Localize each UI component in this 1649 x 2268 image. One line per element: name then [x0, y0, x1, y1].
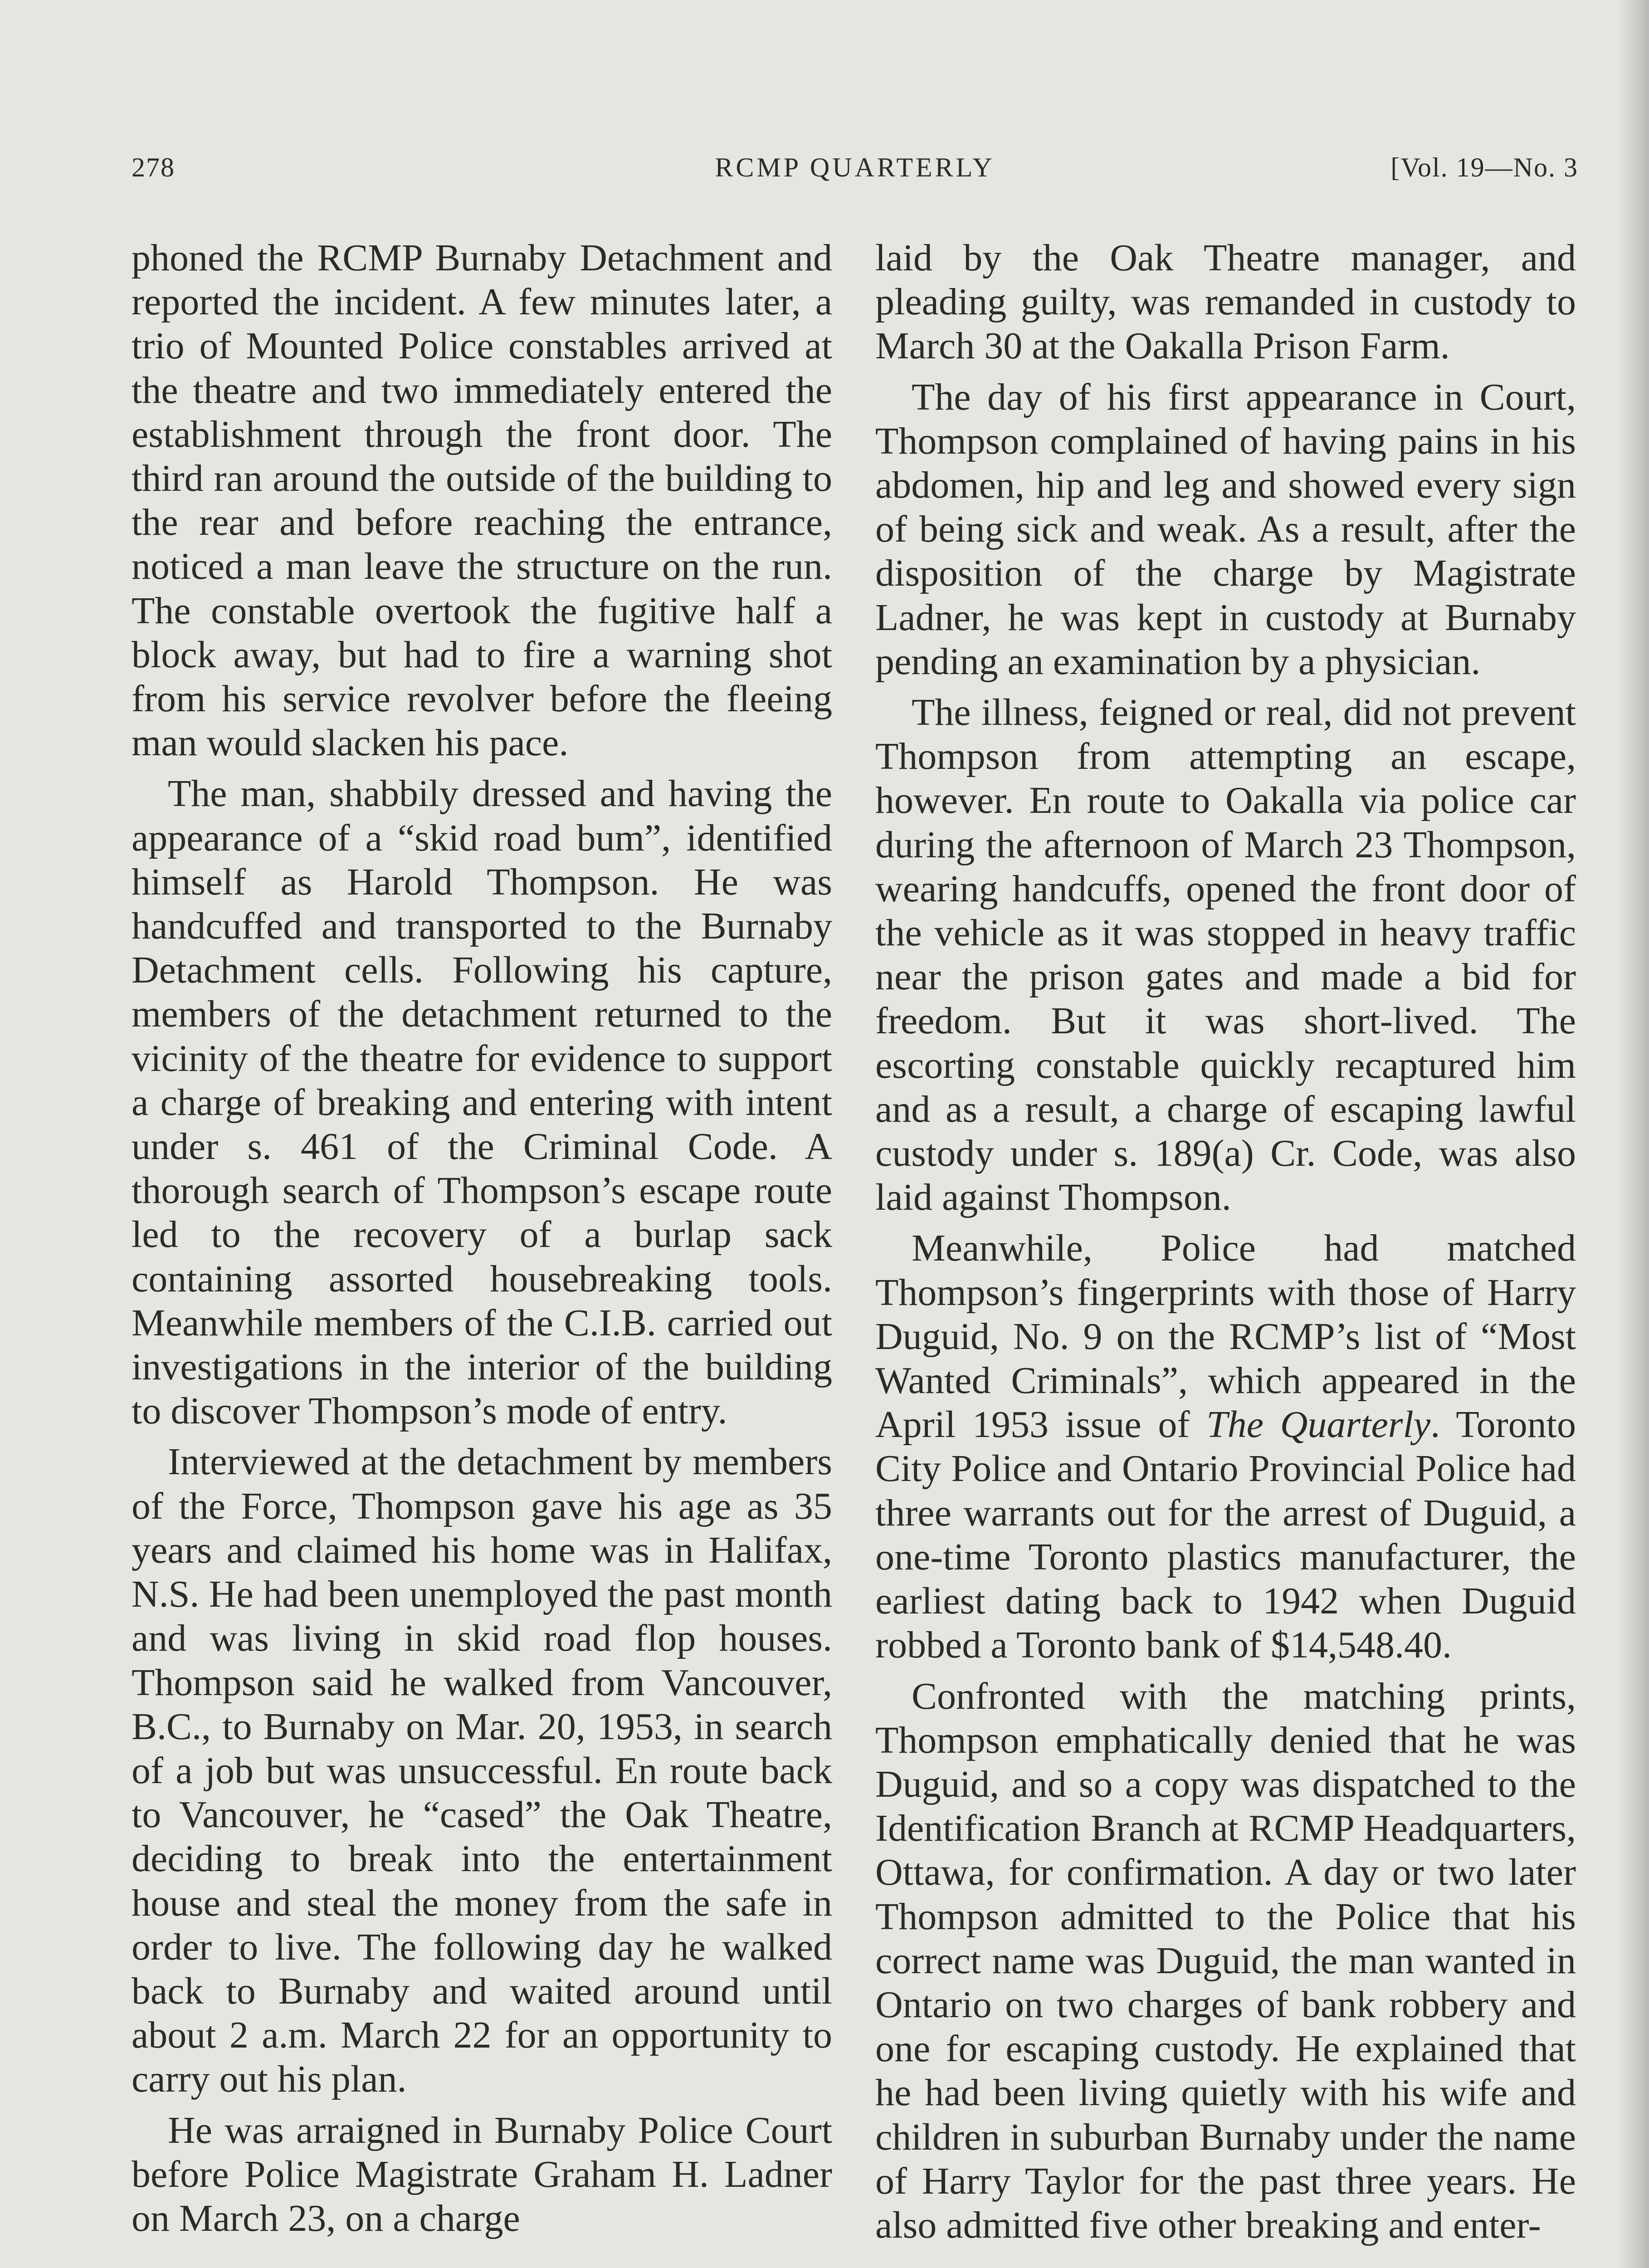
paragraph-text: Meanwhile, Police had matched Thompson’s fingerprints with those of Harry Duguid, No. 9 on the RCMP’s list of “Most Wanted Criminals”, which appeared in the April 1953 issue of: [875, 1227, 1576, 1446]
paragraph: The illness, feigned or real, did not prevent Thompson from attempting an escape, however. En route to Oakalla via police car during the afternoon of March 23 Thompson, wearing handcuffs, opened the front door of the vehicle as it was stopped in heavy traffic near the prison gates and made a bid for freedom. But it was short-lived. The escorting constable quickly recaptured him and as a result, a charge of escaping lawful custody under s. 189(a) Cr. Code, was also laid against Thompson.: [875, 691, 1576, 1219]
left-column: [132, 236, 832, 2247]
paragraph: laid by the Oak Theatre manager, and pleading guilty, was remanded in custody to March 30 at the Oakalla Prison Farm.: [875, 237, 1576, 367]
page-number: 278: [132, 152, 175, 182]
paragraph-text: . Toronto City Police and Ontario Provincial Police had three warrants out for the arrest of Duguid, a one-time Toronto plastics manufacturer, the earliest dating back to 1942 when Duguid robbed a Toronto bank of $14,548.40.: [875, 1403, 1576, 1667]
paragraph: The man, shabbily dressed and having the appearance of a “skid road bum”, identified himself as Harold Thompson. He was handcuffed and transported to the Burnaby Detachment cells. Following his capture, members of the detachment returned to the vicinity of the theatre for evidence to support a charge of breaking and entering with intent under s. 461 of the Criminal Code. A thorough search of Thompson’s escape route led to the recovery of a burlap sack containing assorted housebreaking tools. Meanwhile members of the C.I.B. carried out investigations in the interior of the building to discover Thompson’s mode of entry.: [132, 772, 832, 1432]
paragraph: [875, 1226, 1576, 1667]
page-edge-shadow: [1617, 0, 1649, 2268]
paragraph: Interviewed at the detachment by members of the Force, Thompson gave his age as 35 years and claimed his home was in Halifax, N.S. He had been unemployed the past month and was living in skid road flop houses. Thompson said he walked from Vancouver, B.C., to Burnaby on Mar. 20, 1953, in search of a job but was unsuccessful. En route back to Vancouver, he “cased” the Oak Theatre, deciding to break into the entertainment house and steal the money from the safe in order to live. The following day he walked back to Burnaby and waited around until about 2 a.m. March 22 for an opportunity to carry out his plan.: [132, 1441, 832, 2101]
paragraph: Confronted with the matching prints, Thompson emphatically denied that he was Duguid, and so a copy was dispatched to the Identification Branch at RCMP Headquarters, Ottawa, for confirmation. A day or two later Thompson admitted to the Police that his correct name was Duguid, the man wanted in Ontario on two charges of bank robbery and one for escaping custody. He explained that he had been living quietly with his wife and children in suburban Burnaby under the name of Harry Taylor for the past three years. He also admitted five other breaking and enter-: [875, 1675, 1576, 2246]
journal-title: RCMP QUARTERLY: [715, 152, 995, 182]
publication-title: The Quarterly: [1206, 1403, 1431, 1446]
right-column: [875, 236, 1576, 2254]
issue-label: [Vol. 19—No. 3: [1390, 152, 1578, 182]
paragraph: phoned the RCMP Burnaby Detachment and reported the incident. A few minutes later, a trio of Mounted Police constables arrived at the theatre and two immediately entered the establishment through the front door. The third ran around the outside of the building to the rear and before reaching the entrance, noticed a man leave the structure on the run. The constable overtook the fugitive half a block away, but had to fire a warning shot from his service revolver before the fleeing man would slacken his pace.: [132, 237, 832, 764]
paragraph: He was arraigned in Burnaby Police Court before Police Magistrate Graham H. Ladner on March 23, on a charge: [132, 2109, 832, 2239]
paragraph: The day of his first appearance in Court, Thompson complained of having pains in his abdomen, hip and leg and showed every sign of being sick and weak. As a result, after the disposition of the charge by Magistrate Ladner, he was kept in custody at Burnaby pending an examination by a physician.: [875, 376, 1576, 683]
running-head: [132, 152, 1578, 193]
